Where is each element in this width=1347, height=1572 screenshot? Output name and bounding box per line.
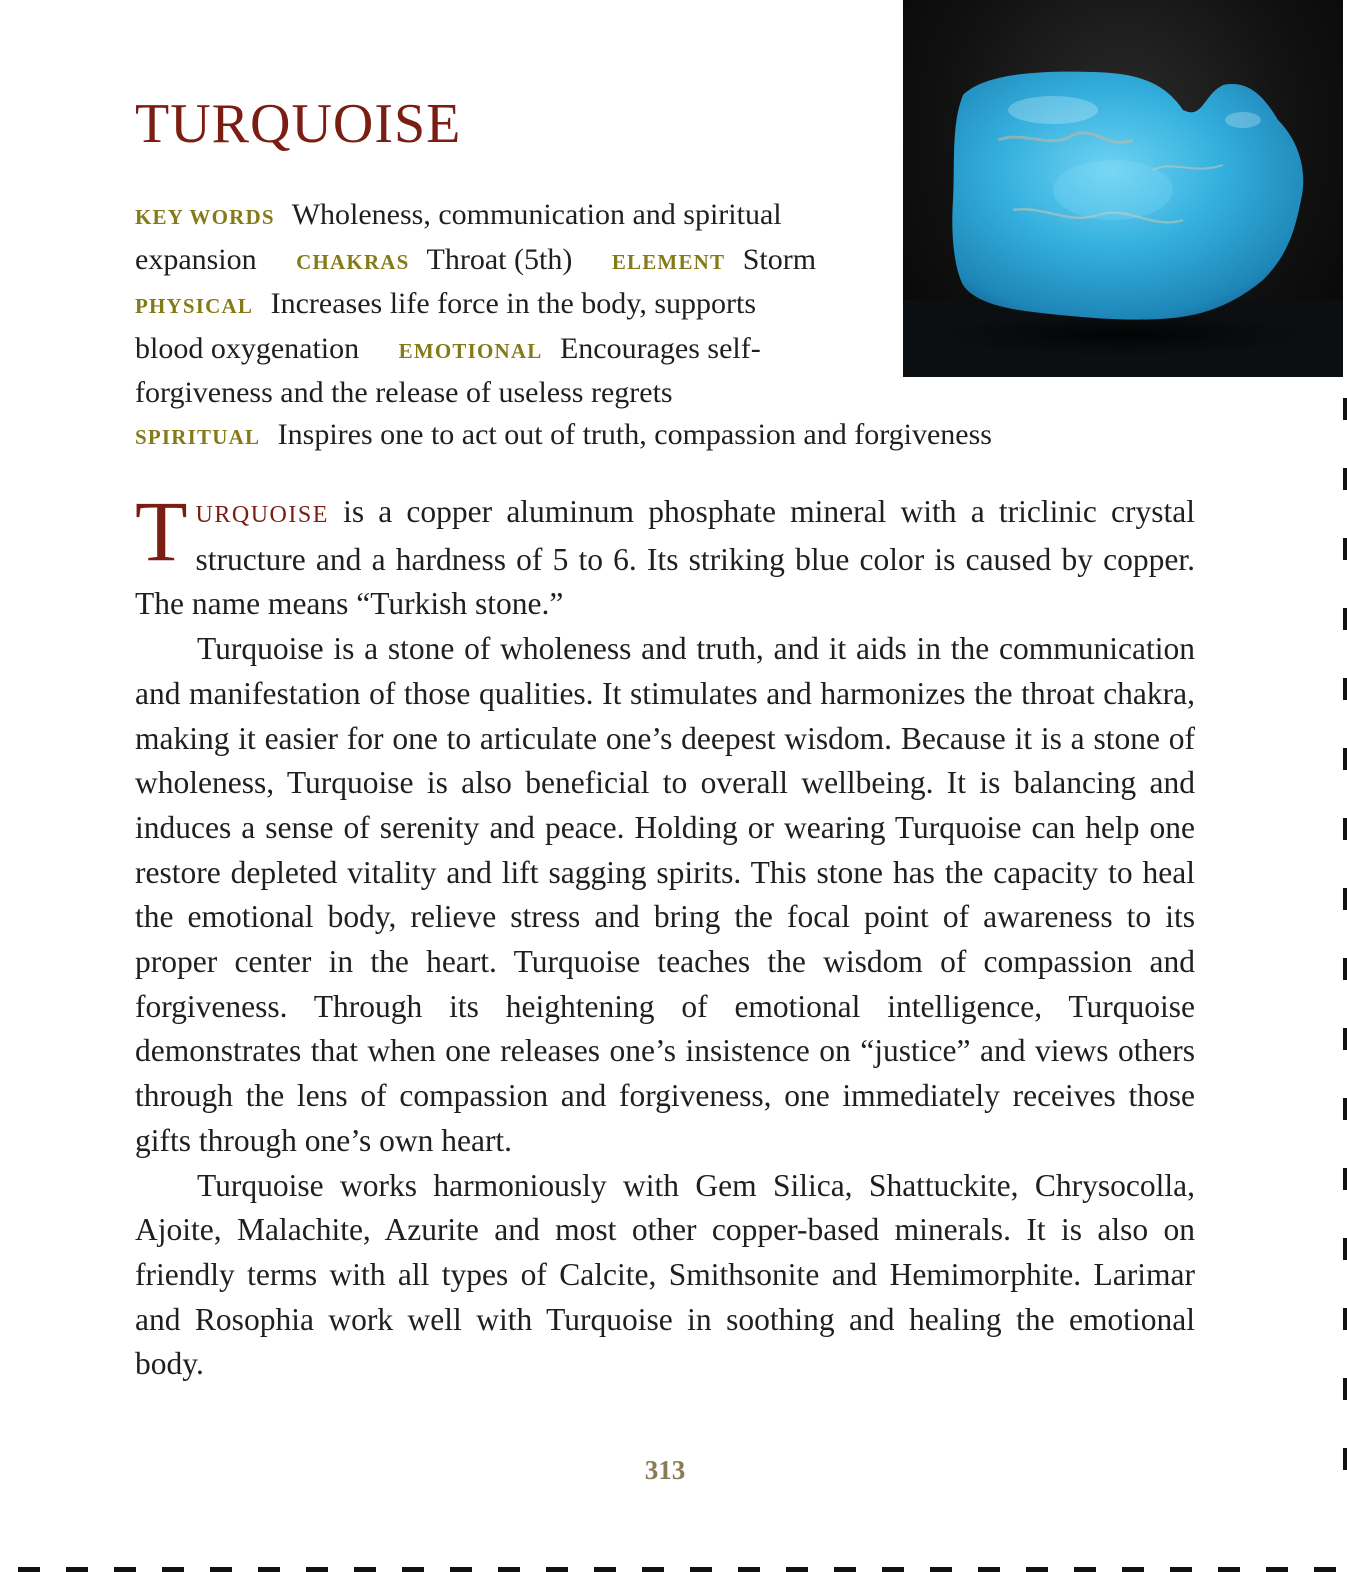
crop-marks-bottom [0, 1564, 1347, 1572]
keywords-line-6 [135, 414, 1065, 459]
spiritual-label: SPIRITUAL [135, 424, 261, 449]
physical-value: Increases life force in the body, supports [270, 287, 757, 320]
physical-label: PHYSICAL [135, 294, 254, 318]
key-words-value-cont: expansion [135, 242, 257, 276]
spiritual-value: Inspires one to act out of truth, compassion and forgiveness [277, 417, 992, 451]
keywords-line-5 [135, 372, 1065, 414]
chakras-label: CHAKRAS [296, 249, 410, 274]
chakras-value: Throat (5th) [426, 242, 573, 276]
key-words-value: Wholeness, communication and spiritual [291, 198, 782, 231]
paragraph-1 [135, 483, 1195, 627]
physical-value-cont: blood oxygenation [135, 331, 360, 365]
emotional-value-cont: forgiveness and the release of useless regrets [135, 376, 673, 409]
keywords-block [135, 194, 1065, 458]
emotional-value: Encourages self- [559, 331, 761, 365]
paragraph-2: Turquoise is a stone of wholeness and truth, and it aids in the communication and manifestation of those qualities. It stimulates and harmonizes the throat chakra, making it easier for one to articulate one’s deepest wisdom. Because it is a stone of wholeness, Turquoise is also beneficial to overall wellbeing. It is balancing and induces a sense of serenity and peace. Holding or wearing Turquoise can help one restore depleted vitality and lift sagging spirits. This stone has the capacity to heal the emotional body, relieve stress and bring the focal point of awareness to its proper center in the heart. Turquoise teaches the wisdom of compassion and forgiveness. Through its heightening of emotional intelligence, Turquoise demonstrates that when one releases one’s insistence on “justice” and views others through the lens of compassion and forgiveness, one immediately receives those gifts through one’s own heart. [135, 631, 1195, 1158]
element-label: ELEMENT [611, 249, 726, 274]
element-value: Storm [742, 242, 817, 276]
lead-small-caps: URQUOISE [195, 502, 329, 528]
keywords-line-3 [135, 283, 1065, 328]
keywords-line-4 [135, 328, 1065, 373]
keywords-line-1 [135, 194, 1065, 239]
paragraph-3: Turquoise works harmoniously with Gem Silica, Shattuckite, Chrysocolla, Ajoite, Malachite, Azurite and most other copper-based minerals. It is also on friendly terms with all types of Calcite, Smithsonite and Hemimorphite. Larimar and Rosophia work well with Turquoise in soothing and healing the emotional body. [135, 1167, 1195, 1382]
crop-marks-right [1341, 398, 1347, 1518]
page-number: 313 [644, 1455, 686, 1485]
keywords-line-2 [135, 239, 1065, 284]
emotional-label: EMOTIONAL [398, 338, 543, 363]
drop-cap: T [135, 483, 188, 579]
body-text [135, 483, 1195, 1387]
paragraph-1-text: is a copper aluminum phosphate mineral with a triclinic crystal structure and a hardness of 5 to 6. Its striking blue color is caused by copper. The name means “Turkish stone.” [135, 494, 1195, 622]
page-title: TURQUOISE [135, 93, 462, 155]
key-words-label: KEY WORDS [135, 205, 275, 229]
